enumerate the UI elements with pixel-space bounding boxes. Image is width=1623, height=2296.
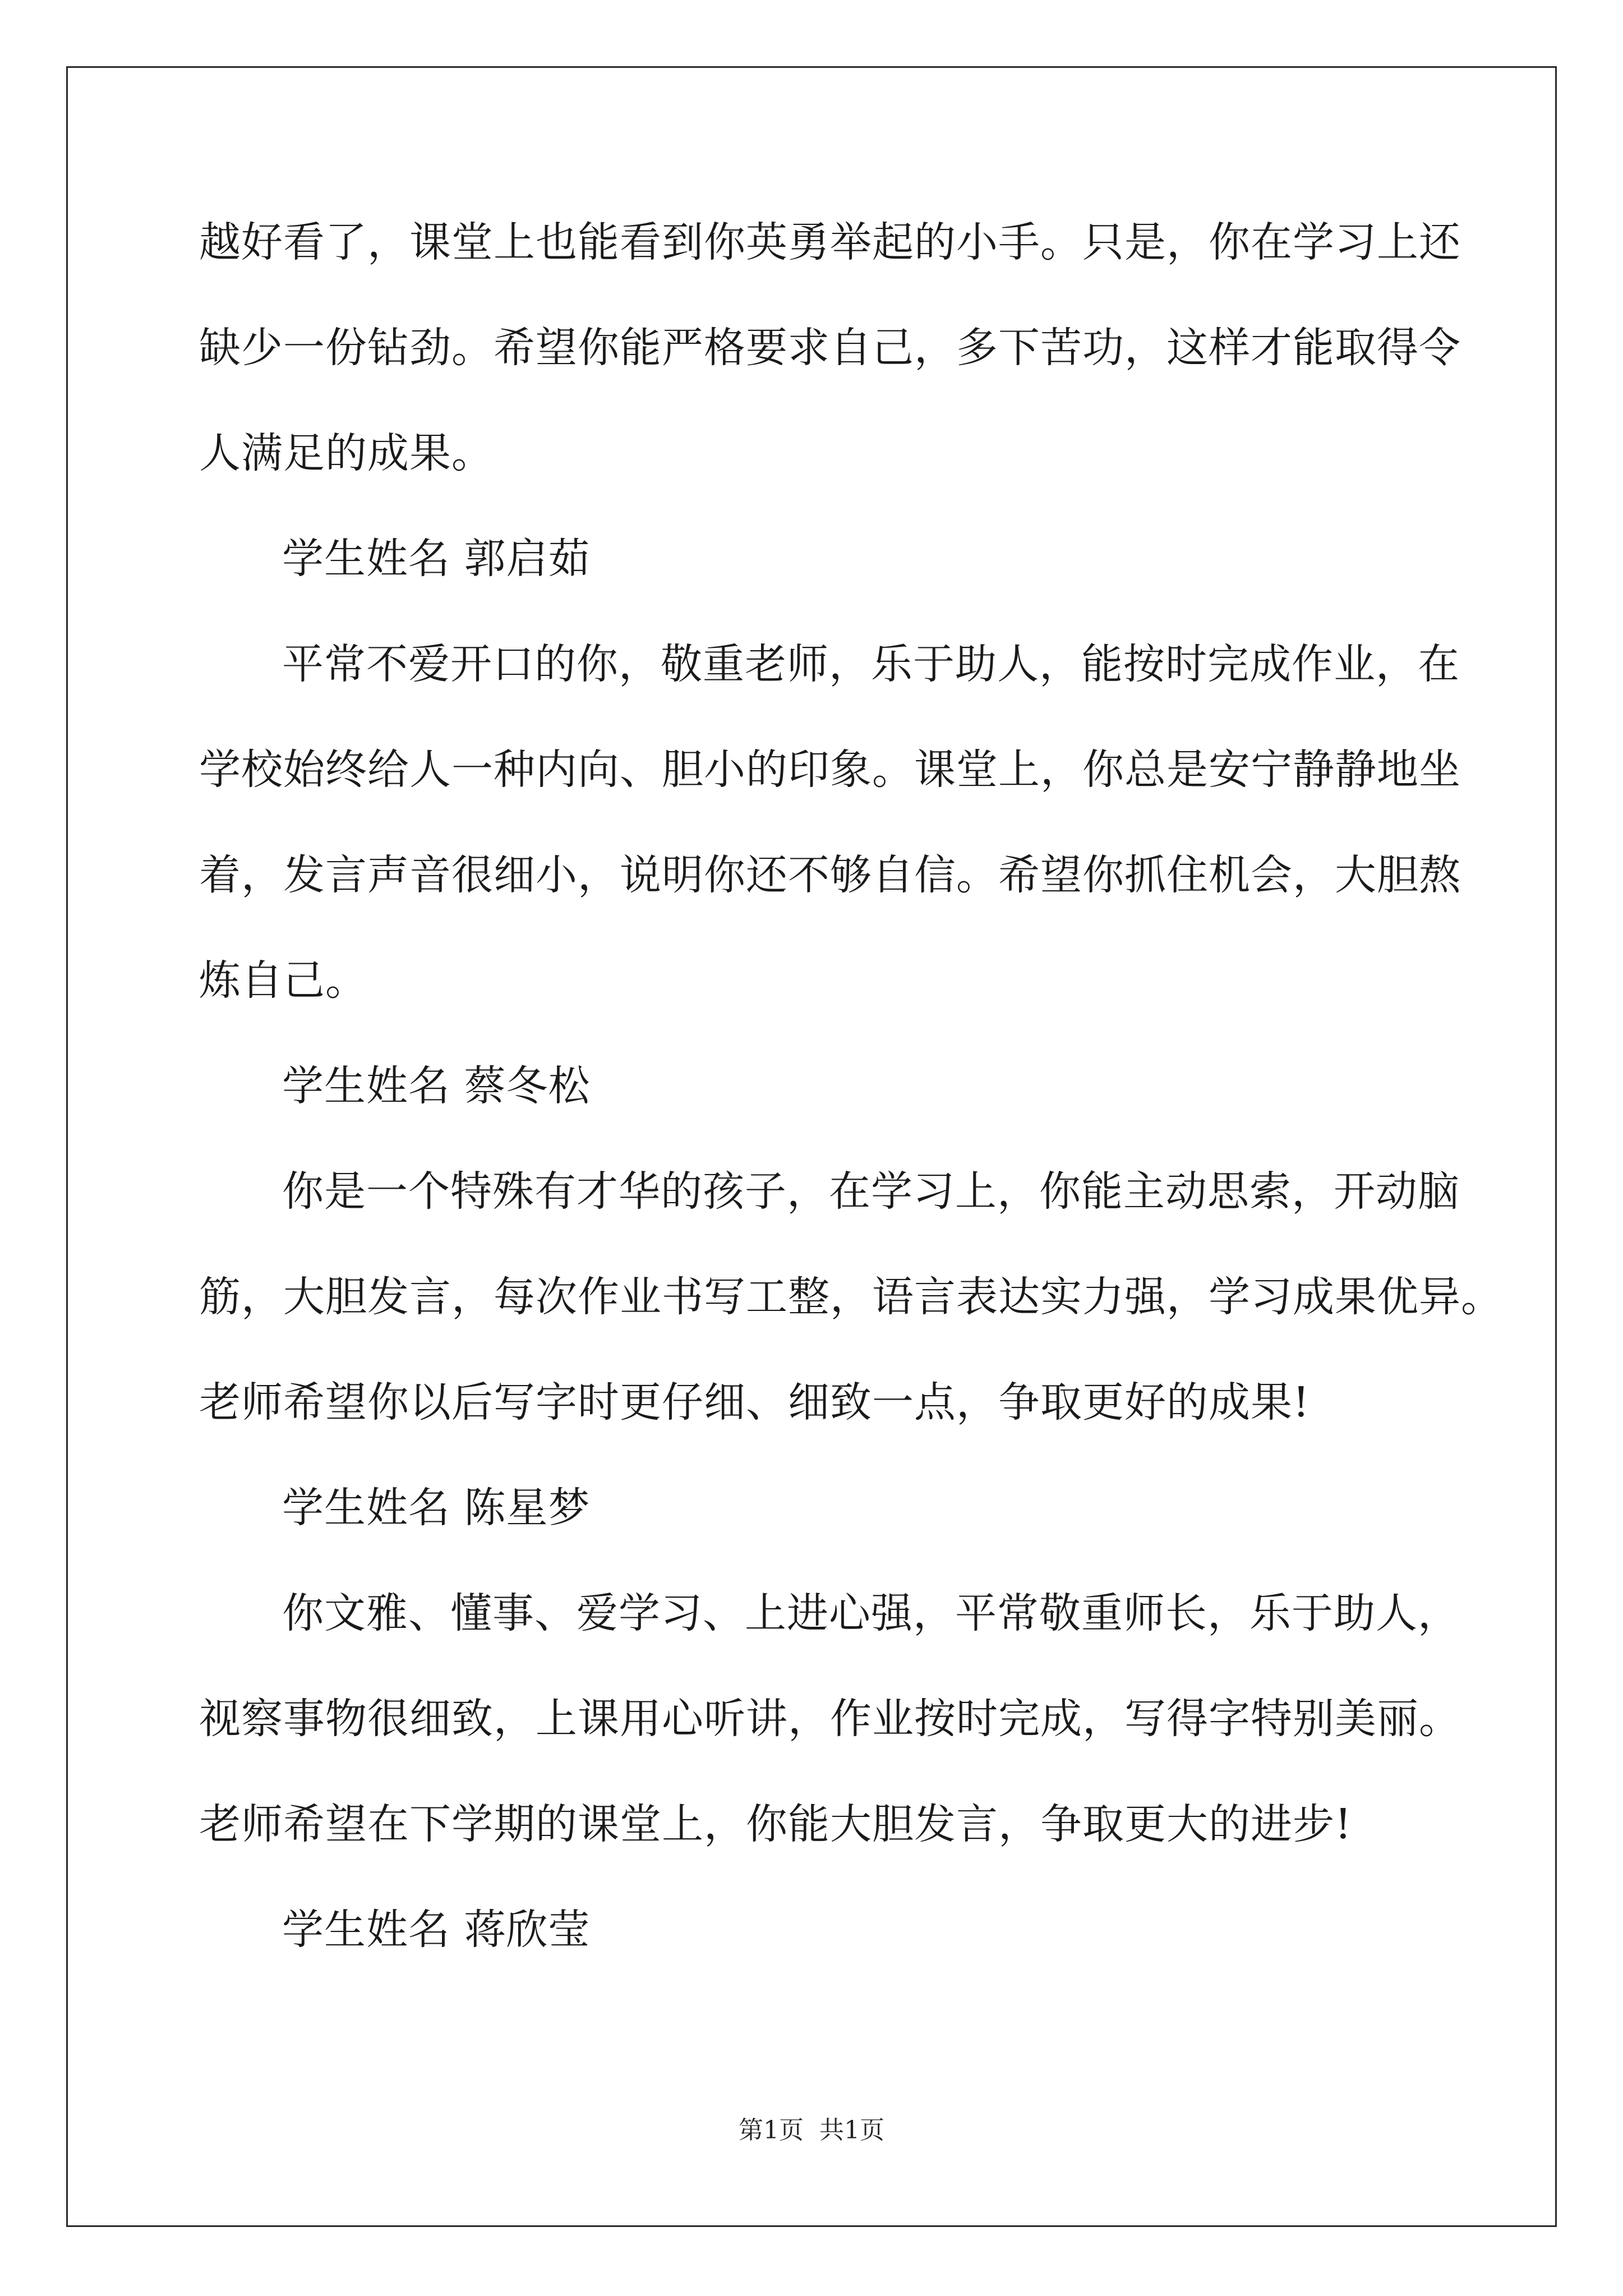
text-line: 你文雅、懂事、爱学习、上进心强，平常敬重师长，乐于助人，	[282, 1589, 1460, 1637]
text-line: 老师希望在下学期的课堂上，你能大胆发言，争取更大的进步!	[199, 1800, 1352, 1848]
student-name-line: 学生姓名 郭启茹	[282, 535, 591, 583]
text-line: 你是一个特殊有才华的孩子，在学习上，你能主动思索，开动脑	[282, 1167, 1460, 1216]
text-line: 着，发言声音很细小，说明你还不够自信。希望你抓住机会，大胆熬	[199, 851, 1461, 899]
text-line: 炼自己。	[199, 956, 367, 1005]
student-name-line: 学生姓名 蔡冬松	[282, 1062, 591, 1110]
page-total: 共1页	[819, 2116, 884, 2145]
text-line: 老师希望你以后写字时更仔细、细致一点，争取更好的成果!	[199, 1378, 1310, 1427]
text-line: 筋，大胆发言，每次作业书写工整，语言表达实力强，学习成果优异。	[199, 1273, 1503, 1321]
text-line: 平常不爱开口的你，敬重老师，乐于助人，能按时完成作业，在	[282, 640, 1460, 688]
document-body	[199, 216, 1503, 1956]
student-name-line: 学生姓名 陈星梦	[282, 1484, 591, 1532]
text-line: 越好看了，课堂上也能看到你英勇举起的小手。只是，你在学习上还	[199, 218, 1461, 266]
page-number: 第1页	[739, 2116, 804, 2145]
text-line: 学校始终给人一种内向、胆小的印象。课堂上，你总是安宁静静地坐	[199, 746, 1461, 794]
student-name-line: 学生姓名 蒋欣莹	[282, 1906, 591, 1954]
text-line: 人满足的成果。	[199, 429, 494, 477]
page-footer	[0, 2115, 1623, 2146]
text-line: 缺少一份钻劲。希望你能严格要求自己，多下苦功，这样才能取得令	[199, 324, 1461, 372]
text-line: 视察事物很细致，上课用心听讲，作业按时完成，写得字特别美丽。	[199, 1695, 1461, 1743]
